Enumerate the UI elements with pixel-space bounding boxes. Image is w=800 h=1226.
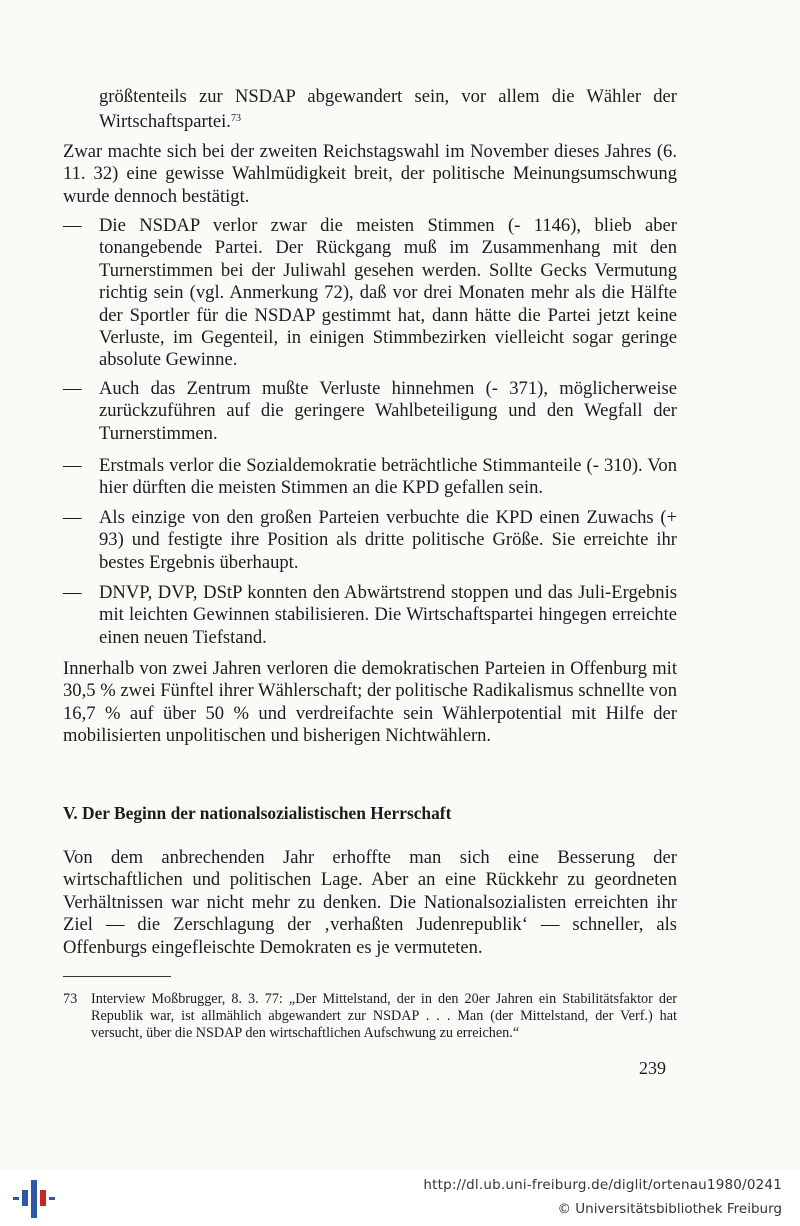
list-item-text: Auch das Zentrum mußte Verluste hinnehmen (- 371), möglicherweise zurückzuführen auf die geringere Wahlbeteiligung und den Wegfall der Turnerstimmen. xyxy=(99,378,677,444)
dash-marker: — xyxy=(63,455,82,476)
list-item-text: Die NSDAP verlor zwar die meisten Stimmen (- 1146), blieb aber tonangebende Partei. Der Rückgang muß im Zusammenhang mit den Turnerstimmen bei der Juliwahl gesehen werden. Sollte Gecks Vermutung richtig sein (vgl. Anmerkung 72), daß vor drei Monaten mehr als die Hälfte der Sportler für die NSDAP gestimmt hat, dann hätte die Partei jetzt keine Verluste, im Gegenteil, in einigen Stimmbezirken vielleicht sogar geringe absolute Gewinne. xyxy=(99,215,677,371)
paragraph-election-november: Zwar machte sich bei der zweiten Reichstagswahl im November dieses Jahres (6. 11. 32) eine gewisse Wahlmüdigkeit breit, der politische Meinungsumschwung wurde dennoch bestätigt. xyxy=(63,141,677,207)
list-item-text: Erstmals verlor die Sozialdemokratie beträchtliche Stimmanteile (- 310). Von hier dürften die meisten Stimmen an die KPD gefallen sein. xyxy=(99,455,677,499)
paragraph-new-year: Von dem anbrechenden Jahr erhoffte man sich eine Besserung der wirtschaftlichen und politischen Lage. Aber an eine Rückkehr zu geordneten Verhältnissen war nicht mehr zu denken. Die Nationalsozialisten erreichten ihr Ziel — die Zerschlagung der ‚verhaßten Judenrepublik‘ — schneller, als Offenburgs eingefleischte Demokraten es je vermuteten. xyxy=(63,847,677,958)
page-number: 239 xyxy=(639,1058,666,1078)
footnote-ref: 73 xyxy=(230,113,241,125)
dash-marker: — xyxy=(63,507,82,528)
list-item-text: DNVP, DVP, DStP konnten den Abwärtstrend stoppen und das Juli-Ergebnis mit leichten Gewinnen stabilisieren. Die Wirtschaftspartei hingegen erreichte einen neuen Tiefstand. xyxy=(99,582,677,648)
ub-freiburg-logo-icon xyxy=(12,1176,56,1220)
source-url-link[interactable]: http://dl.ub.uni-freiburg.de/diglit/ortenau1980/0241 xyxy=(423,1177,782,1193)
dash-marker: — xyxy=(63,215,82,236)
list-item-text: Als einzige von den großen Parteien verbuchte die KPD einen Zuwachs (+ 93) und festigte ihre Position als dritte politische Größe. Sie erreichte ihr bestes Ergebnis überhaupt. xyxy=(99,507,677,573)
dash-marker: — xyxy=(63,582,82,603)
section-heading: V. Der Beginn der nationalsozialistischen Herrschaft xyxy=(63,803,452,823)
footnote-divider xyxy=(63,976,171,977)
copyright-notice: © Universitätsbibliothek Freiburg xyxy=(557,1201,782,1217)
library-footer xyxy=(0,1170,800,1226)
footnote-text: Interview Moßbrugger, 8. 3. 77: „Der Mittelstand, der in den 20er Jahren ein Stabilitätsfaktor der Republik war, ist allmählich abgewandert zur NSDAP . . . Man (der Mittelstand, der Verf.) hat versucht, über die NSDAP den wirtschaftlichen Aufschwung zu erreichen.“ xyxy=(91,991,677,1041)
paragraph-summary: Innerhalb von zwei Jahren verloren die demokratischen Parteien in Offenburg mit 30,5 % zwei Fünftel ihrer Wählerschaft; der politische Radikalismus schnellte von 16,7 % auf über 50 % und verdreifachte sein Wählerpotential mit Hilfe der mobilisierten unpolitischen und bisherigen Nichtwählern. xyxy=(63,658,677,747)
dash-marker: — xyxy=(63,378,82,399)
paragraph-continuation: größtenteils zur NSDAP abgewandert sein, vor allem die Wähler der Wirtschaftspartei.$^{73}$ xyxy=(99,86,677,133)
footnote-number: 73 xyxy=(63,991,78,1007)
